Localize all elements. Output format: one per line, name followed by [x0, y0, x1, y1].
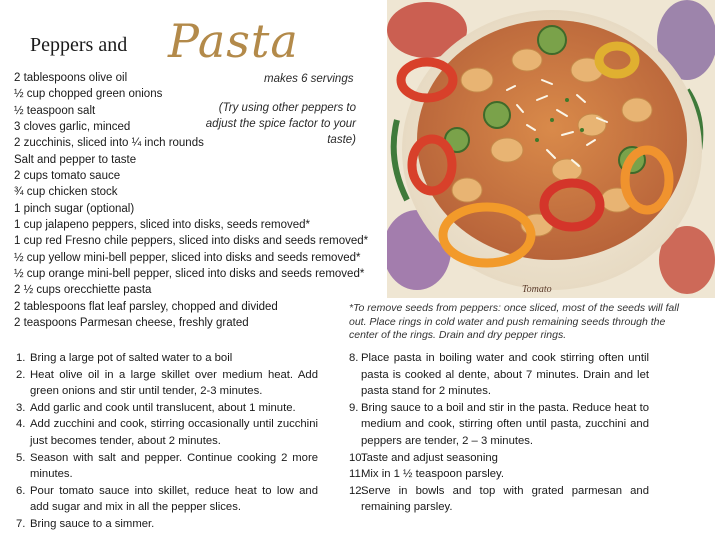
- instruction-step: [349, 466, 649, 483]
- step-text: Serve in bowls and top with grated parmesan and remaining parsley.: [361, 484, 649, 514]
- instruction-step: [16, 367, 318, 400]
- instruction-step: [16, 350, 318, 367]
- ingredient-item: 2 teaspoons Parmesan cheese, freshly grated: [14, 317, 249, 330]
- step-number: 1.: [16, 352, 26, 364]
- ingredient-item: 2 cups tomato sauce: [14, 170, 121, 183]
- title-script: Pasta: [168, 14, 299, 68]
- pasta-photo: [387, 0, 715, 298]
- instruction-step: [16, 400, 318, 417]
- title-main: Peppers and: [30, 34, 128, 56]
- ingredient-item: ½ teaspoon salt: [14, 104, 96, 117]
- ingredient-item: 2 zucchinis, sliced into ¼ inch rounds: [14, 137, 204, 150]
- step-number: 10.: [349, 451, 365, 464]
- ingredient-list: [14, 70, 368, 332]
- ingredient-item: Salt and pepper to taste: [14, 153, 137, 166]
- ingredient-item: 1 pinch sugar (optional): [14, 202, 135, 215]
- step-text: Mix in 1 ½ teaspoon parsley.: [361, 468, 504, 481]
- step-text: Bring sauce to a boil and stir in the pasta. Reduce heat to medium and cook, stirring often until pasta, zucchini and peppers are tender, 2 – 3 minutes.: [361, 401, 649, 447]
- ingredient-item: ½ cup chopped green onions: [14, 88, 163, 101]
- spice-tip: (Try using other peppers to adjust the spice factor to your taste): [205, 102, 356, 146]
- instruction-step: [16, 416, 318, 449]
- instruction-step: [16, 450, 318, 483]
- step-number: 5.: [16, 451, 26, 464]
- ingredient-item: ¾ cup chicken stock: [14, 186, 118, 199]
- step-number: 3.: [16, 401, 26, 414]
- pasta-photo-illustration: [387, 0, 715, 298]
- step-text: Add garlic and cook until translucent, about 1 minute.: [30, 401, 296, 414]
- ingredient-item: 2 ½ cups orecchiette pasta: [14, 284, 152, 297]
- ingredient-item: 1 cup red Fresno chile peppers, sliced into disks and seeds removed*: [14, 235, 369, 248]
- step-text: Pour tomato sauce into skillet, reduce heat to low and add sugar and mix in all the pepper slices.: [30, 484, 318, 514]
- step-text: Taste and adjust seasoning: [361, 451, 498, 464]
- step-number: 2.: [16, 368, 26, 381]
- plate-text: Tomato: [522, 284, 552, 295]
- instruction-step: [349, 483, 649, 516]
- step-text: Season with salt and pepper. Continue cooking 2 more minutes.: [30, 451, 318, 481]
- instruction-step: [349, 450, 649, 467]
- servings-note: makes 6 servings: [264, 73, 354, 85]
- step-text: Add zucchini and cook, stirring occasionally until zucchini just becomes tender, about 2 minutes.: [30, 418, 318, 447]
- seed-removal-note: *To remove seeds from peppers: once sliced, most of the seeds will fall out. Place rings in cold water and push remaining seeds through the center of the rings. Drain and dry pepper rings.: [349, 302, 679, 341]
- instruction-step: [349, 350, 649, 400]
- instructions-right: [349, 350, 649, 516]
- ingredient-item: ½ cup orange mini-bell pepper, sliced into disks and seeds removed*: [14, 268, 365, 281]
- step-text: Bring sauce to a simmer.: [30, 517, 155, 530]
- ingredient-item: ½ cup yellow mini-bell pepper, sliced into disks and seeds removed*: [14, 251, 361, 264]
- step-number: 8.: [349, 352, 359, 364]
- instruction-step: [349, 400, 649, 450]
- ingredient-item: 2 tablespoons flat leaf parsley, chopped and divided: [14, 300, 278, 313]
- instruction-step: [16, 516, 318, 533]
- step-number: 9.: [349, 401, 359, 414]
- ingredient-item: 2 tablespoons olive oil: [14, 72, 128, 84]
- ingredient-item: 1 cup jalapeno peppers, sliced into disks, seeds removed*: [14, 219, 310, 232]
- step-text: Heat olive oil in a large skillet over medium heat. Add green onions and stir until tender, 2-3 minutes.: [30, 368, 318, 398]
- step-number: 6.: [16, 484, 26, 497]
- step-text: Bring a large pot of salted water to a boil: [30, 352, 233, 364]
- instructions-left: [16, 350, 318, 533]
- step-number: 7.: [16, 517, 26, 530]
- step-number: 12.: [349, 484, 365, 497]
- step-text: Place pasta in boiling water and cook stirring often until pasta is cooked al dente, about 7 minutes. Drain and let pasta stand for 2 minutes.: [361, 352, 649, 398]
- instruction-step: [16, 483, 318, 516]
- step-number: 4.: [16, 418, 26, 431]
- ingredient-item: 3 cloves garlic, minced: [14, 121, 131, 134]
- step-number: 11.: [349, 468, 364, 481]
